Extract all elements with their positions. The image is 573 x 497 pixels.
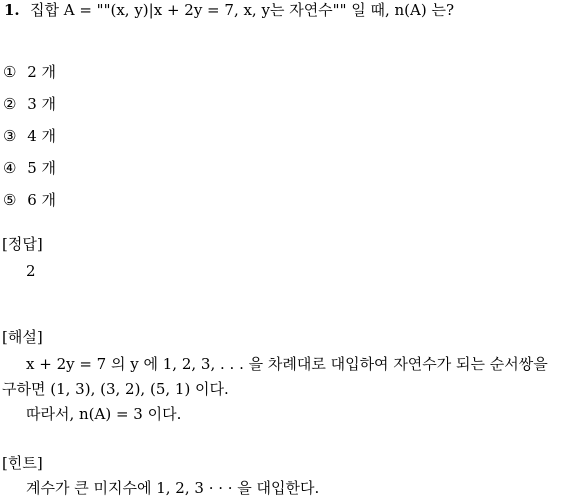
explanation-line-3: 따라서, n(A) = 3 이다. bbox=[26, 405, 182, 423]
choice-item[interactable] bbox=[3, 63, 56, 81]
choice-marker: ① bbox=[3, 63, 17, 81]
question-number: 1. bbox=[4, 1, 20, 19]
choice-marker: ⑤ bbox=[3, 191, 17, 209]
hint-text: 계수가 큰 미지수에 1, 2, 3 · · · 을 대입한다. bbox=[26, 479, 320, 497]
question-text: 집합 A = ""(x, y)|x + 2y = 7, x, y는 자연수"" 일 때, n(A) 는? bbox=[30, 1, 455, 19]
explanation-line-1: x + 2y = 7 의 y 에 1, 2, 3, . . . 을 차례대로 대입하여 자연수가 되는 순서쌍을 bbox=[26, 355, 548, 373]
choice-item[interactable] bbox=[3, 127, 56, 145]
choice-text: 5 개 bbox=[27, 159, 57, 177]
choice-item[interactable] bbox=[3, 191, 56, 209]
answer-heading: [정답] bbox=[2, 235, 43, 253]
answer-value: 2 bbox=[26, 262, 36, 280]
hint-heading: [힌트] bbox=[2, 454, 43, 472]
choice-text: 6 개 bbox=[27, 191, 57, 209]
choice-marker: ④ bbox=[3, 159, 17, 177]
choice-text: 2 개 bbox=[27, 63, 57, 81]
choice-text: 3 개 bbox=[27, 95, 57, 113]
explanation-heading: [해설] bbox=[2, 328, 43, 346]
choice-marker: ② bbox=[3, 95, 17, 113]
choice-item[interactable] bbox=[3, 159, 56, 177]
explanation-line-2: 구하면 (1, 3), (3, 2), (5, 1) 이다. bbox=[2, 380, 229, 398]
choice-marker: ③ bbox=[3, 127, 17, 145]
choice-text: 4 개 bbox=[27, 127, 57, 145]
choice-item[interactable] bbox=[3, 95, 56, 113]
